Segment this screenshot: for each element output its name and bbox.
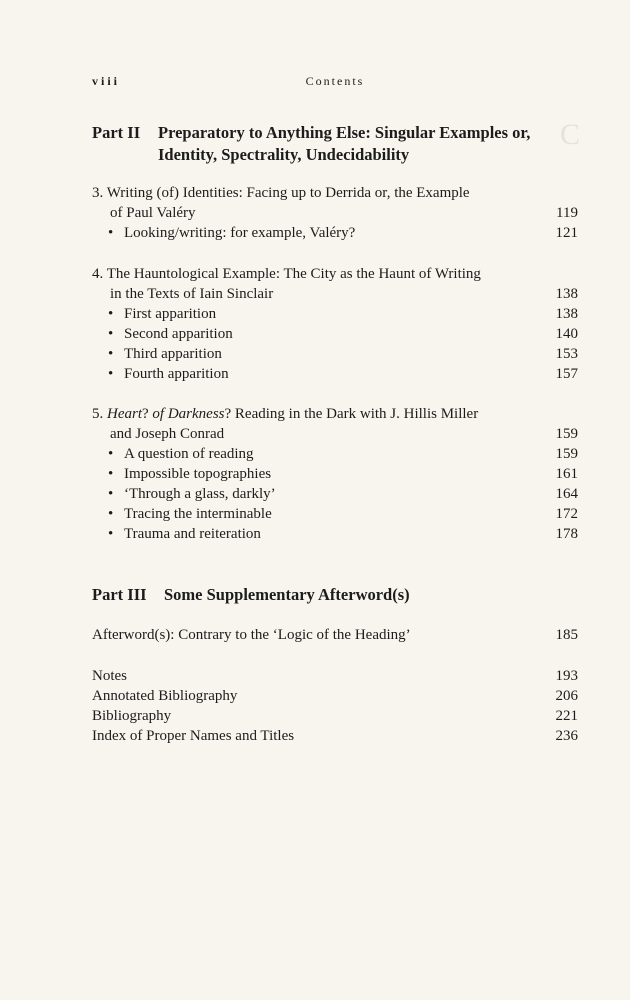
page-number: 119 (556, 205, 578, 221)
page-number: 138 (555, 306, 578, 322)
subentry-title: Fourth apparition (124, 366, 229, 382)
bullet-icon: • (108, 326, 114, 342)
subentry-title: Second apparition (124, 326, 233, 342)
toc-subentry[interactable] (92, 484, 578, 504)
chapter-title-line-2: and Joseph Conrad (110, 426, 225, 442)
entry-title: Afterword(s): Contrary to the ‘Logic of the Heading’ (92, 627, 411, 643)
bullet-icon: • (108, 506, 114, 522)
page-number: 172 (555, 506, 578, 522)
page-number: 193 (555, 668, 578, 684)
part-ii-heading (92, 122, 578, 166)
running-head (92, 74, 578, 94)
toc-subentry[interactable] (92, 344, 578, 364)
page-number: 206 (555, 688, 578, 704)
subentry-title: Tracing the interminable (124, 506, 272, 522)
toc-entry-chapter-5-cont[interactable] (92, 424, 578, 444)
chapter-title-line-1: 4. The Hauntological Example: The City as the Haunt of Writing (92, 266, 481, 282)
toc-subentry[interactable] (92, 524, 578, 544)
toc-entry-bibliography[interactable] (92, 706, 578, 726)
entry-title: Notes (92, 668, 127, 684)
title-italic-darkness: of Darkness (152, 406, 225, 422)
bullet-icon: • (108, 306, 114, 322)
chapter-number: 5. (92, 406, 107, 422)
part-title: Some Supplementary Afterword(s) (164, 585, 410, 604)
page-number: 157 (555, 366, 578, 382)
bullet-icon: • (108, 346, 114, 362)
page-number: 164 (555, 486, 578, 502)
toc-entry-chapter-3-cont[interactable] (92, 203, 578, 223)
chapter-title-line-2: of Paul Valéry (110, 205, 196, 221)
page-number: 121 (555, 225, 578, 241)
title-punct: ? (142, 406, 153, 422)
toc-entry-chapter-3[interactable] (92, 183, 578, 203)
bullet-icon: • (108, 366, 114, 382)
bullet-icon: • (108, 466, 114, 482)
page-number: 221 (555, 708, 578, 724)
part-number: Part II (92, 123, 141, 142)
page-number: 161 (555, 466, 578, 482)
page-number: 159 (555, 426, 578, 442)
entry-title: Bibliography (92, 708, 172, 724)
part-iii-heading (92, 584, 578, 606)
part-number: Part III (92, 585, 147, 604)
page-number: 185 (555, 627, 578, 643)
page-number: 236 (555, 728, 578, 744)
toc-entry-chapter-5[interactable] (92, 404, 578, 424)
page-number: 178 (555, 526, 578, 542)
toc-entry-annotated-bibliography[interactable] (92, 686, 578, 706)
entry-title: Annotated Bibliography (92, 688, 238, 704)
toc-subentry[interactable] (92, 324, 578, 344)
subentry-title: ‘Through a glass, darkly’ (124, 486, 276, 502)
bullet-icon: • (108, 225, 114, 241)
subentry-title: Third apparition (124, 346, 222, 362)
toc-subentry[interactable] (92, 444, 578, 464)
toc-subentry[interactable] (92, 223, 578, 243)
title-rest: ? Reading in the Dark with J. Hillis Miller (224, 406, 479, 422)
page-folio: viii (92, 74, 121, 88)
entry-title: Index of Proper Names and Titles (92, 728, 295, 744)
title-italic-heart: Heart (107, 406, 142, 422)
toc-entry-notes[interactable] (92, 666, 578, 686)
subentry-title: A question of reading (124, 446, 254, 462)
toc-subentry[interactable] (92, 304, 578, 324)
page-number: 153 (555, 346, 578, 362)
toc-subentry[interactable] (92, 364, 578, 384)
bullet-icon: • (108, 446, 114, 462)
toc-subentry[interactable] (92, 504, 578, 524)
show-through-text: C (560, 118, 583, 151)
subentry-title: Looking/writing: for example, Valéry? (124, 225, 356, 241)
toc-entry-chapter-4[interactable] (92, 264, 578, 284)
toc-entry-index[interactable] (92, 726, 578, 746)
chapter-title-line-2: in the Texts of Iain Sinclair (110, 286, 274, 302)
chapter-title-line-1 (92, 404, 478, 424)
bullet-icon: • (108, 526, 114, 542)
part-title (158, 122, 588, 166)
toc-subentry[interactable] (92, 464, 578, 484)
chapter-title-line-1: 3. Writing (of) Identities: Facing up to Derrida or, the Example (92, 185, 470, 201)
page-number: 159 (555, 446, 578, 462)
page-number: 140 (555, 326, 578, 342)
subentry-title: Impossible topographies (124, 466, 272, 482)
part-title-line-1: Preparatory to Anything Else: Singular Examples or, (158, 123, 531, 142)
toc-entry-chapter-4-cont[interactable] (92, 284, 578, 304)
bullet-icon: • (108, 486, 114, 502)
part-title-line-2: Identity, Spectrality, Undecidability (158, 145, 410, 164)
page-number: 138 (555, 286, 578, 302)
subentry-title: First apparition (124, 306, 217, 322)
running-head-title: Contents (305, 74, 365, 88)
subentry-title: Trauma and reiteration (124, 526, 261, 542)
toc-entry-afterword[interactable] (92, 625, 578, 645)
